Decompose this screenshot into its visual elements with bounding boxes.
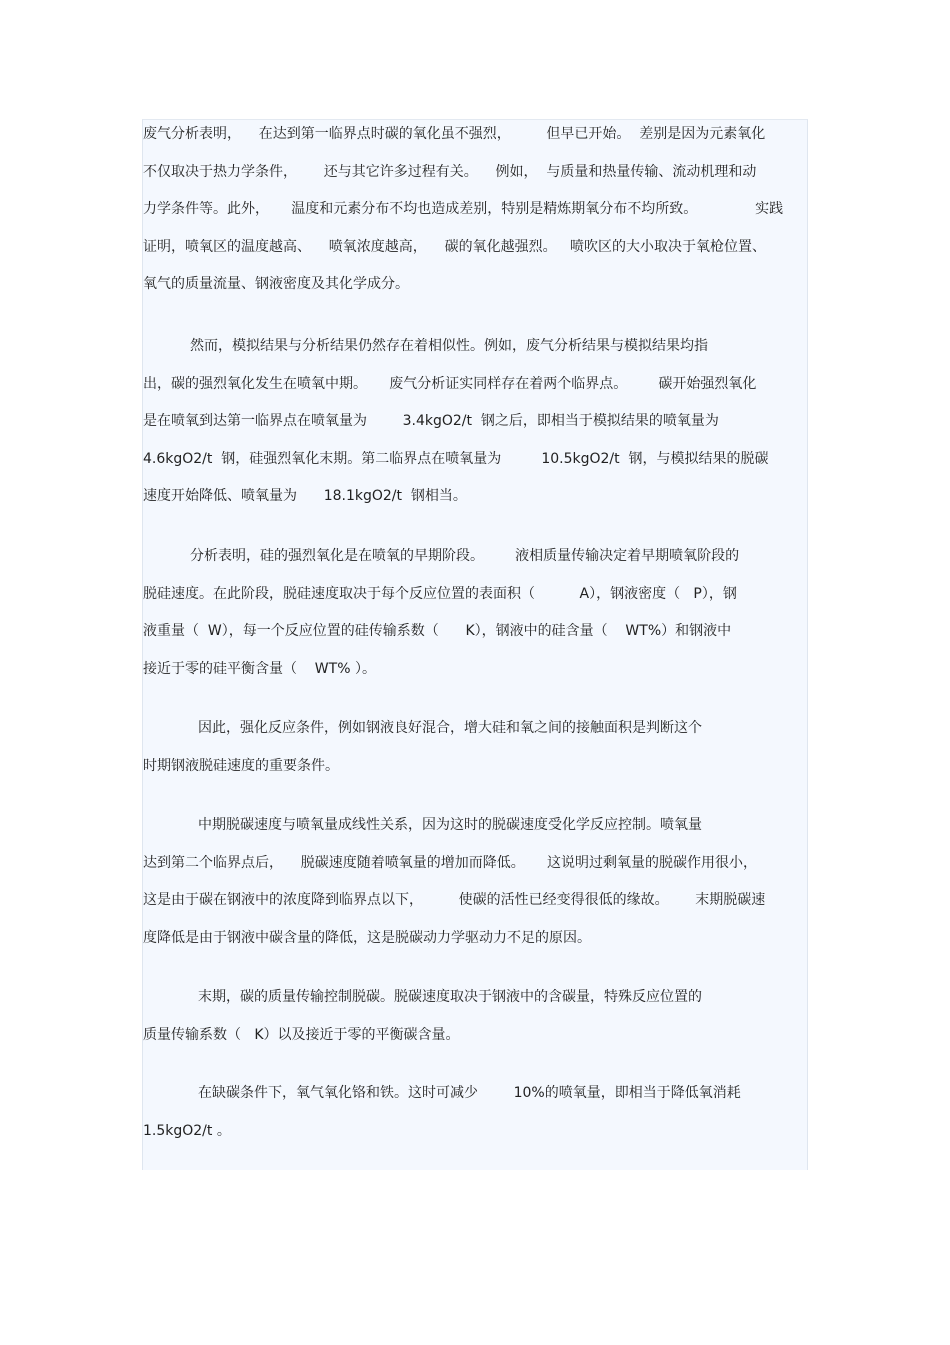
text-line: 在缺碳条件下，氧气氧化铬和铁。这时可减少 10%的喷氧量，即相当于降低氧消耗 (198, 1085, 741, 1101)
text-line: 废气分析表明， 在达到第一临界点时碳的氧化虽不强烈， 但早已开始。 差别是因为元素氧化 (143, 126, 766, 142)
text-line: 是在喷氧到达第一临界点在喷氧量为 3.4kgO2/t 钢之后，即相当于模拟结果的喷氧量为 (143, 413, 719, 429)
text-line: 中期脱碳速度与喷氧量成线性关系，因为这时的脱碳速度受化学反应控制。喷氧量 (198, 817, 702, 833)
text-line: 因此，强化反应条件，例如钢液良好混合，增大硅和氧之间的接触面积是判断这个 (198, 720, 702, 736)
text-line: 分析表明，硅的强烈氧化是在喷氧的早期阶段。 液相质量传输决定着早期喷氧阶段的 (190, 548, 740, 564)
text-line: 质量传输系数（ K）以及接近于零的平衡碳含量。 (143, 1026, 460, 1043)
text-line: 然而，模拟结果与分析结果仍然存在着相似性。例如，废气分析结果与模拟结果均指 (190, 338, 708, 354)
text-line: 达到第二个临界点后， 脱碳速度随着喷氧量的增加而降低。 这说明过剩氧量的脱碳作用很小， (143, 854, 758, 871)
text-line: 1.5kgO2/t 。 (143, 1122, 231, 1139)
text-line: 末期，碳的质量传输控制脱碳。脱碳速度取决于钢液中的含碳量，特殊反应位置的 (198, 989, 702, 1005)
text-line: 时期钢液脱硅速度的重要条件。 (143, 757, 339, 774)
paragraph-4 (143, 710, 803, 785)
text-line: 证明，喷氧区的温度越高、 喷氧浓度越高， 碳的氧化越强烈。 喷吹区的大小取决于氧枪位置、 (143, 238, 766, 255)
text-line: 力学条件等。此外， 温度和元素分布不均也造成差别，特别是精炼期氧分布不均所致。 实践 (143, 201, 784, 217)
paragraph-6 (143, 979, 803, 1054)
paragraph-7 (143, 1075, 803, 1150)
paragraph-3 (143, 538, 803, 688)
text-line: 速度开始降低、喷氧量为 18.1kgO2/t 钢相当。 (143, 488, 467, 504)
text-line: 不仅取决于热力学条件， 还与其它许多过程有关。 例如， 与质量和热量传输、流动机理和动 (143, 163, 757, 180)
text-line: 脱硅速度。在此阶段，脱硅速度取决于每个反应位置的表面积（ A），钢液密度（ P），钢 (143, 585, 737, 602)
text-line: 氧气的质量流量、钢液密度及其化学成分。 (143, 276, 409, 292)
text-line: 接近于零的硅平衡含量（ WT% ）。 (143, 660, 376, 677)
document-panel (142, 119, 808, 1170)
paragraph-1 (143, 116, 803, 304)
paragraph-5 (143, 807, 803, 957)
paragraph-2 (143, 328, 803, 516)
text-line: 4.6kgO2/t 钢，硅强烈氧化末期。第二临界点在喷氧量为 10.5kgO2/t 钢，与模拟结果的脱碳 (143, 450, 769, 467)
text-line: 度降低是由于钢液中碳含量的降低，这是脱碳动力学驱动力不足的原因。 (143, 929, 591, 946)
text-line: 出，碳的强烈氧化发生在喷氧中期。 废气分析证实同样存在着两个临界点。 碳开始强烈氧化 (143, 375, 757, 392)
text-line: 这是由于碳在钢液中的浓度降到临界点以下， 使碳的活性已经变得很低的缘故。 末期脱碳速 (143, 892, 766, 908)
text-line: 液重量（ W），每一个反应位置的硅传输系数（ K），钢液中的硅含量（ WT%）和钢液中 (143, 623, 732, 639)
